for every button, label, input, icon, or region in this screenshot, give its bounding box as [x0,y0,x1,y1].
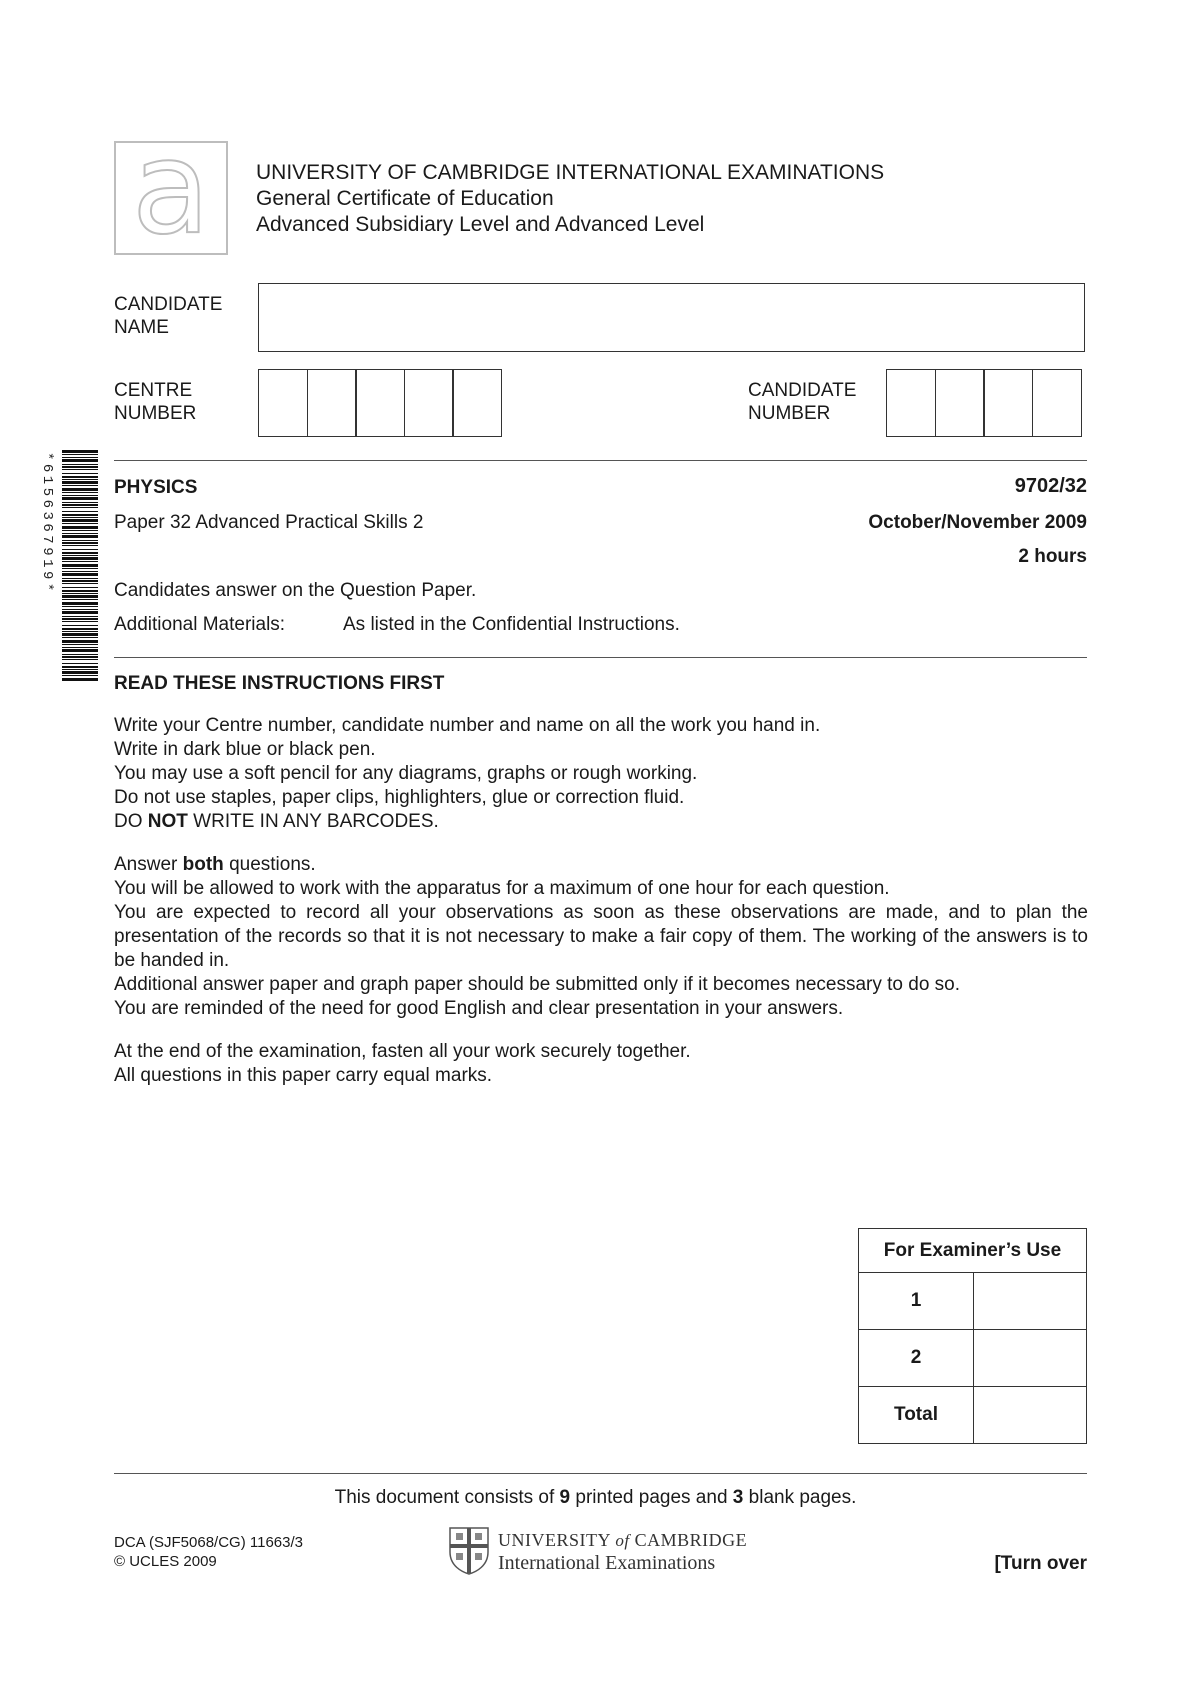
barcode-bar [62,573,98,576]
barcode-bar [62,457,98,458]
barcode-bar [62,678,98,681]
footer-logo-line-1: UNIVERSITY of CAMBRIDGE [498,1529,748,1550]
barcode-bar [62,555,98,556]
answer-on-paper-note: Candidates answer on the Question Paper. [114,580,477,601]
instruction-line: Do not use staples, paper clips, highlighters, glue or correction fluid. [114,787,685,808]
candidate-number-cell[interactable] [935,369,985,437]
footer-codes [114,1533,303,1571]
total-label: Total [859,1387,974,1444]
barcode-bar [62,519,98,522]
barcode-bar [62,595,98,598]
divider [114,657,1087,658]
barcode-bar [62,640,98,643]
examiners-use-table [858,1228,1087,1444]
centre-number-cell[interactable] [258,369,308,437]
barcode-bar [62,530,98,531]
divider [114,460,1087,461]
barcode-bar [62,450,98,453]
additional-materials-label: Additional Materials: [114,614,286,635]
instructions-group-1 [114,714,1088,834]
barcode-bar [62,616,98,617]
barcode-bar [62,535,98,538]
barcode-bar [62,618,98,620]
instruction-line: Write your Centre number, candidate number and name on all the work you hand in. [114,715,821,736]
instruction-line: Write in dark blue or black pen. [114,739,376,760]
exam-board-header [256,160,884,238]
answer-both-line: Answer both questions. [114,854,316,875]
barcode-bar [62,659,98,660]
turn-over-note: [Turn over [994,1553,1087,1574]
barcode-bar [62,459,98,462]
instruction-line: You are reminded of the need for good English and clear presentation in your answers. [114,998,844,1019]
candidate-number-cell[interactable] [983,369,1033,437]
barcode-bar [62,545,98,546]
instructions-group-3 [114,1040,1088,1088]
question-number: 1 [859,1273,974,1330]
barcode-bar [62,637,98,638]
barcode-bar [62,466,98,468]
barcode-bar [62,540,98,541]
instruction-line: Additional answer paper and graph paper should be submitted only if it becomes necessary to do so. [114,974,961,995]
barcode-bar [62,469,98,470]
centre-number-label: CENTRE NUMBER [114,380,197,424]
barcode-bar [62,628,98,630]
examiners-use-title: For Examiner’s Use [859,1229,1087,1273]
barcode-bar [62,564,98,567]
barcode-bar [62,492,98,493]
barcode-warning: DO NOT WRITE IN ANY BARCODES. [114,811,439,832]
instruction-line: You will be allowed to work with the apparatus for a maximum of one hour for each question. [114,878,890,899]
barcode-bar [62,526,98,529]
barcode-bar [62,647,98,648]
barcode-bar [62,649,98,652]
candidate-number-cell[interactable] [886,369,936,437]
exam-duration: 2 hours [1018,546,1087,567]
barcode-bar [62,669,98,670]
barcode-bar [62,568,98,569]
barcode-bar [62,625,98,626]
barcode-bar [62,533,98,534]
cambridge-footer-logo [448,1526,747,1576]
candidate-number-field[interactable] [886,369,1082,437]
instruction-line: You may use a soft pencil for any diagrams, graphs or rough working. [114,763,698,784]
barcode-bar [62,663,98,664]
instructions-heading: READ THESE INSTRUCTIONS FIRST [114,673,445,694]
copyright: © UCLES 2009 [114,1553,217,1570]
paper-title: Paper 32 Advanced Practical Skills 2 [114,512,424,533]
header-line-3: Advanced Subsidiary Level and Advanced Level [256,213,705,236]
document-code: DCA (SJF5068/CG) 11663/3 [114,1534,303,1551]
barcode-bar [62,504,98,506]
barcode [36,450,100,686]
page-count-note: This document consists of 9 printed pages and 3 blank pages. [334,1487,857,1508]
instructions-group-2 [114,853,1088,1021]
barcode-bar [62,654,98,655]
barcode-bar [62,656,98,658]
barcode-bar [62,507,98,508]
barcode-bar [62,633,98,636]
centre-number-cell[interactable] [452,369,502,437]
barcode-bar [62,502,98,503]
barcode-bar [62,590,98,592]
instruction-line: All questions in this paper carry equal marks. [114,1065,493,1086]
barcode-bar [62,606,98,607]
centre-number-cell[interactable] [307,369,357,437]
barcode-bar [62,464,98,465]
barcode-bar [62,549,98,550]
barcode-bar [62,599,98,600]
barcode-bar [62,552,98,554]
barcode-bar [62,514,98,516]
cambridge-crest-icon [448,1526,490,1576]
barcode-text: *6156367919* [39,452,55,595]
barcode-bar [62,561,98,562]
barcode-bar [62,517,98,518]
mark-cell[interactable] [974,1273,1087,1330]
additional-materials-value: As listed in the Confidential Instructions. [343,614,680,635]
barcode-bar [62,479,98,480]
barcode-bar [62,497,98,500]
barcode-bar [62,671,98,674]
candidate-name-field[interactable] [258,283,1085,352]
barcode-bar [62,609,98,610]
divider [114,1473,1087,1474]
instructions-body [114,714,1088,1107]
total-mark-cell[interactable] [974,1387,1087,1444]
instruction-line: You are expected to record all your observations as soon as these observations are made, and to plan the presentation of the records so that it is not necessary to make a fair copy of them. The working of the answers is to be handed in. [114,902,1088,971]
barcode-bar [62,621,98,622]
barcode-bar [62,511,98,512]
barcode-bar [62,587,98,588]
exam-session: October/November 2009 [868,512,1087,533]
header-line-1: UNIVERSITY OF CAMBRIDGE INTERNATIONAL EXAMINATIONS [256,161,885,184]
candidate-number-cell[interactable] [1032,369,1082,437]
barcode-bar [62,476,98,478]
barcode-bar [62,557,98,560]
centre-number-cell[interactable] [355,369,405,437]
barcode-bar [62,583,98,584]
question-number: 2 [859,1330,974,1387]
paper-code: 9702/32 [1014,475,1087,497]
barcode-bar [62,485,98,486]
candidate-name-label: CANDIDATE NAME [114,294,223,338]
barcode-bar [62,542,98,544]
barcode-bar [62,481,98,484]
barcode-bar [62,488,98,491]
barcode-bar [62,571,98,572]
barcode-bar [62,602,98,605]
barcode-bar [62,666,98,668]
barcode-bar [62,473,98,474]
centre-number-field[interactable] [258,369,502,437]
candidate-number-label: CANDIDATE NUMBER [748,380,857,424]
barcode-bar [62,580,98,582]
barcode-bar [62,523,98,524]
footer-logo-line-2: International Examinations [498,1551,716,1574]
barcode-bar [62,611,98,614]
barcode-bar [62,454,98,455]
barcode-bar [62,495,98,496]
instruction-line: At the end of the examination, fasten all your work securely together. [114,1041,691,1062]
barcode-bar [62,644,98,645]
barcode-bar [62,578,98,579]
barcode-bar [62,631,98,632]
barcode-bar [62,675,98,676]
header-line-2: General Certificate of Education [256,187,554,210]
mark-cell[interactable] [974,1330,1087,1387]
subject-title: PHYSICS [114,477,198,498]
barcode-bar [62,593,98,594]
centre-number-cell[interactable] [404,369,454,437]
cie-logo: a [114,141,228,255]
